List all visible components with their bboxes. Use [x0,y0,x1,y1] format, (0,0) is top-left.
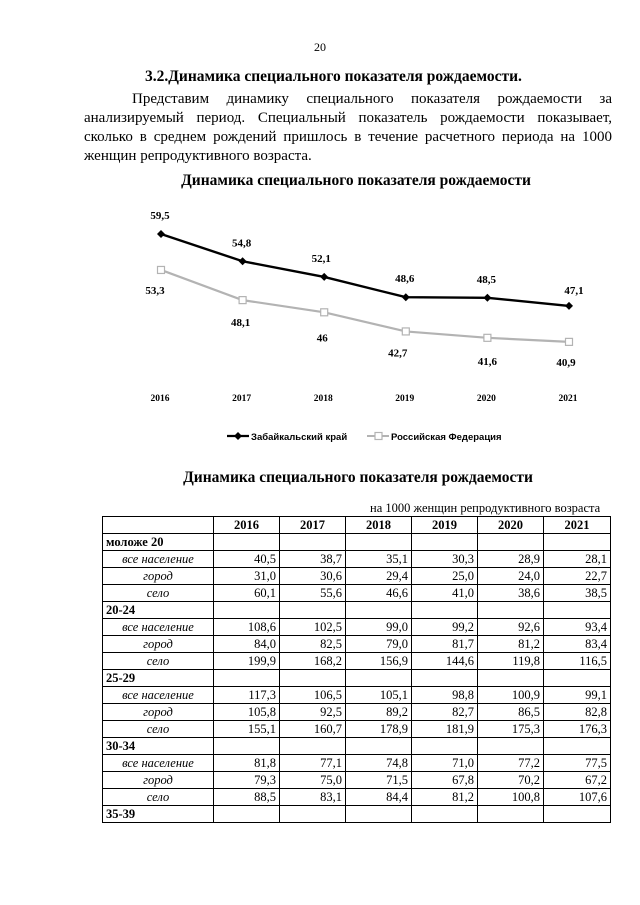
table-cell [280,738,346,755]
intro-paragraph: Представим динамику специального показателя рождаемости за анализируемый период. Специальный показатель рождаемости показывает, сколько в среднем рождений пришлось в течение расчетного периода на 1000 женщин репродуктивного возраста. [84,91,612,164]
data-point [158,266,165,273]
table-row [103,687,611,704]
table-cell: 79,3 [214,772,280,789]
table-cell: 178,9 [346,721,412,738]
table-cell [544,534,611,551]
table-cell: 99,0 [346,619,412,636]
table-row [103,704,611,721]
table-cell: 92,6 [478,619,544,636]
data-label: 42,7 [388,347,408,360]
population-label: село [103,721,214,738]
table-cell: 82,8 [544,704,611,721]
table-header-corner [103,517,214,534]
table-row [103,789,611,806]
table-cell: 108,6 [214,619,280,636]
table-cell: 77,1 [280,755,346,772]
table-cell: 88,5 [214,789,280,806]
table-header-year: 2016 [214,517,280,534]
age-group-label: 20-24 [103,602,214,619]
table-cell: 89,2 [346,704,412,721]
table-row [103,772,611,789]
table-cell [214,602,280,619]
population-label: город [103,568,214,585]
table-cell: 144,6 [412,653,478,670]
population-label: город [103,636,214,653]
table-cell [214,806,280,823]
x-tick-label: 2016 [150,394,170,404]
table-cell: 71,5 [346,772,412,789]
data-point [321,309,328,316]
table-cell [412,602,478,619]
table-cell: 176,3 [544,721,611,738]
table-cell [346,738,412,755]
data-point [320,273,328,281]
table-cell: 74,8 [346,755,412,772]
table-cell [346,602,412,619]
data-point [239,257,247,265]
legend-marker [375,433,382,440]
table-cell [478,806,544,823]
data-label: 48,5 [476,273,497,286]
table-cell: 105,1 [346,687,412,704]
table-cell [544,738,611,755]
x-tick-label: 2019 [395,394,415,404]
table-group-row [103,738,611,755]
table-cell [214,738,280,755]
x-tick-label: 2021 [558,394,578,404]
table-cell: 29,4 [346,568,412,585]
table-header-year: 2018 [346,517,412,534]
data-point [157,230,165,238]
table-row [103,551,611,568]
table-cell [478,602,544,619]
table-cell: 160,7 [280,721,346,738]
fertility-table [102,516,611,823]
line-chart [0,195,640,455]
data-label: 59,5 [150,210,170,222]
table-group-row [103,806,611,823]
table-cell [214,534,280,551]
table-cell: 24,0 [478,568,544,585]
data-label: 52,1 [311,252,331,265]
table-cell: 38,7 [280,551,346,568]
data-point [566,338,573,345]
table-row [103,619,611,636]
table-cell: 60,1 [214,585,280,602]
table-cell: 83,4 [544,636,611,653]
age-group-label: 30-34 [103,738,214,755]
data-label: 48,1 [230,317,251,330]
table-cell [280,602,346,619]
table-cell: 181,9 [412,721,478,738]
table-cell: 86,5 [478,704,544,721]
table-cell: 70,2 [478,772,544,789]
table-row [103,721,611,738]
table-cell: 30,3 [412,551,478,568]
table-cell: 175,3 [478,721,544,738]
table-cell [478,738,544,755]
table-cell [412,738,478,755]
population-label: все население [103,551,214,568]
age-group-label: 35-39 [103,806,214,823]
population-label: село [103,789,214,806]
table-cell: 84,4 [346,789,412,806]
data-label: 53,3 [145,284,165,297]
table-cell: 31,0 [214,568,280,585]
table-cell [280,670,346,687]
series-line [161,234,569,306]
table-cell: 105,8 [214,704,280,721]
table-cell [544,602,611,619]
table-group-row [103,602,611,619]
table-cell: 67,2 [544,772,611,789]
x-tick-label: 2017 [232,394,252,404]
legend-label: Забайкальский край [251,432,348,443]
table-cell [544,806,611,823]
table-cell: 25,0 [412,568,478,585]
table-cell [544,670,611,687]
table-group-row [103,534,611,551]
table-cell [280,806,346,823]
table-cell: 106,5 [280,687,346,704]
data-label: 41,6 [477,355,498,368]
table-cell: 102,5 [280,619,346,636]
table-header-year: 2020 [478,517,544,534]
table-header-row [103,517,611,534]
table-cell: 83,1 [280,789,346,806]
table-group-row [103,670,611,687]
table-title: Динамика специального показателя рождаемости [183,469,533,486]
table-unit-note: на 1000 женщин репродуктивного возраста [370,501,601,515]
table-cell: 93,4 [544,619,611,636]
table-cell: 30,6 [280,568,346,585]
x-tick-label: 2020 [476,394,496,404]
section-heading: 3.2.Динамика специального показателя рождаемости. [145,68,522,85]
table-cell: 40,5 [214,551,280,568]
data-label: 48,6 [395,273,415,286]
table-cell: 82,5 [280,636,346,653]
data-label: 47,1 [564,284,584,297]
data-point [239,297,246,304]
data-point [402,328,409,335]
table-cell [478,670,544,687]
table-row [103,653,611,670]
data-label: 46 [316,332,328,345]
table-cell [346,806,412,823]
table-cell: 28,1 [544,551,611,568]
table-row [103,585,611,602]
table-cell: 81,8 [214,755,280,772]
table-cell: 75,0 [280,772,346,789]
data-point [565,302,573,310]
population-label: город [103,772,214,789]
table-cell: 81,2 [478,636,544,653]
population-label: село [103,653,214,670]
age-group-label: моложе 20 [103,534,214,551]
table-cell: 77,5 [544,755,611,772]
table-cell: 71,0 [412,755,478,772]
table-cell [280,534,346,551]
table-row [103,568,611,585]
table-cell: 119,8 [478,653,544,670]
table-cell: 38,5 [544,585,611,602]
table-header-year: 2019 [412,517,478,534]
table-cell: 168,2 [280,653,346,670]
table-cell [478,534,544,551]
table-cell [412,670,478,687]
table-cell: 98,8 [412,687,478,704]
table-cell [412,534,478,551]
x-tick-label: 2018 [313,394,333,404]
table-cell: 99,2 [412,619,478,636]
table-cell [412,806,478,823]
table-cell [346,534,412,551]
legend-marker [234,432,242,440]
data-point [402,293,410,301]
table-cell [214,670,280,687]
table-cell: 116,5 [544,653,611,670]
legend-label: Российская Федерация [391,432,502,443]
table-cell: 199,9 [214,653,280,670]
data-point [483,294,491,302]
table-cell: 35,1 [346,551,412,568]
population-label: все население [103,755,214,772]
table-cell: 100,9 [478,687,544,704]
table-cell: 79,0 [346,636,412,653]
population-label: село [103,585,214,602]
population-label: все население [103,687,214,704]
table-row [103,636,611,653]
table-cell: 67,8 [412,772,478,789]
data-point [484,334,491,341]
population-label: город [103,704,214,721]
table-cell: 46,6 [346,585,412,602]
table-cell: 155,1 [214,721,280,738]
table-cell: 84,0 [214,636,280,653]
table-cell: 117,3 [214,687,280,704]
data-label: 40,9 [556,356,576,369]
table-row [103,755,611,772]
table-cell: 82,7 [412,704,478,721]
table-cell: 77,2 [478,755,544,772]
table-cell: 81,7 [412,636,478,653]
table-header-year: 2017 [280,517,346,534]
table-cell: 107,6 [544,789,611,806]
table-cell: 100,8 [478,789,544,806]
table-cell: 22,7 [544,568,611,585]
table-cell: 99,1 [544,687,611,704]
data-label: 54,8 [231,237,252,250]
table-cell: 38,6 [478,585,544,602]
table-header-year: 2021 [544,517,611,534]
table-cell: 156,9 [346,653,412,670]
series-line [161,270,569,345]
population-label: все население [103,619,214,636]
table-cell: 81,2 [412,789,478,806]
age-group-label: 25-29 [103,670,214,687]
chart-title: Динамика специального показателя рождаемости [181,172,531,189]
table-cell: 92,5 [280,704,346,721]
table-cell: 28,9 [478,551,544,568]
table-cell: 41,0 [412,585,478,602]
page-number: 20 [314,40,326,54]
table-cell: 55,6 [280,585,346,602]
table-cell [346,670,412,687]
